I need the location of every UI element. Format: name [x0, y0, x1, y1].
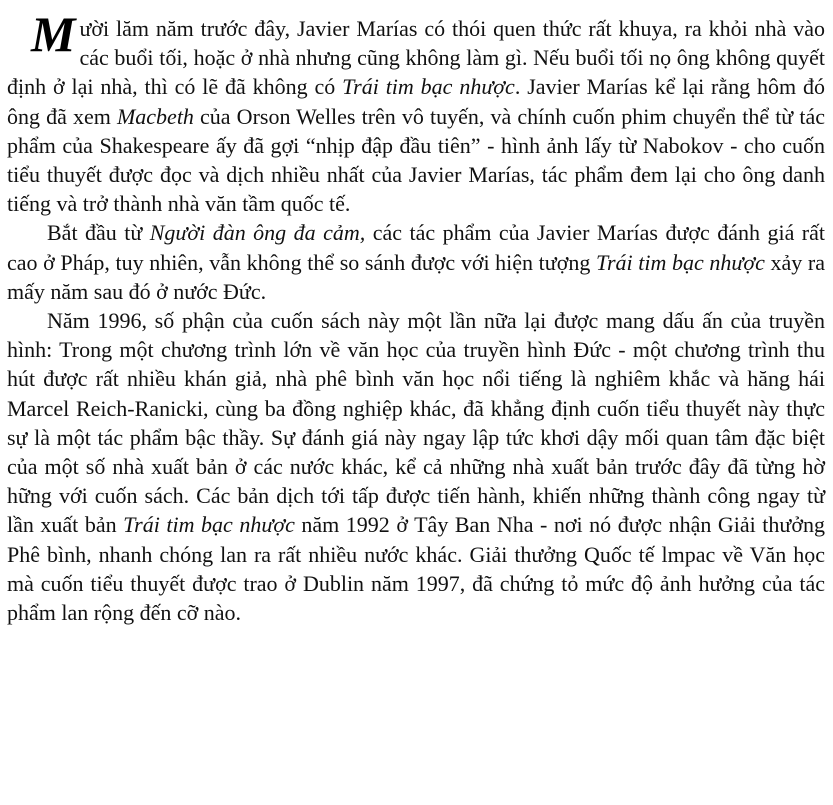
text-segment: . Javier Marías kể lại rằng hôm đó ông đã xem — [7, 74, 826, 129]
book-title-italic: Trái tim bạc nhược — [123, 512, 295, 538]
text-segment: của Orson Welles trên vô tuyến, và chính cuốn phim chuyển thể từ tác phẩm của Shakespeare ấy đã gợi “nhịp đập đầu tiên” - hình ảnh lấy từ Nabokov - cho cuốn tiểu thuyết được đọc và dịch nhiều nhất của Javier Marías, tác phẩm đem lại cho ông danh tiếng và trở thành nhà văn tầm quốc tế. — [7, 103, 825, 217]
paragraph-1 — [7, 6, 826, 218]
paragraph-3 — [7, 306, 825, 627]
book-title-italic: Trái tim bạc nhược — [595, 249, 765, 275]
book-title-italic: Trái tim bạc nhược — [342, 74, 515, 100]
text-segment: ười lăm năm trước đây, Javier Marías có thói quen thức rất khuya, ra khỏi nhà vào các buổi tối, hoặc ở nhà nhưng cũng không làm gì. Nếu buổi tối nọ ông không quyết định ở lại nhà, thì có lẽ đã không có — [7, 16, 825, 100]
text-segment: các tác phẩm của Javier Marías được đánh giá rất cao ở Pháp, tuy nhiên, vẫn không thể so sánh được với hiện tượng — [7, 220, 825, 275]
film-title-italic: Macbeth — [116, 103, 194, 129]
text-segment: xảy ra mấy năm sau đó ở nước Đức. — [7, 249, 826, 304]
drop-cap: M — [31, 6, 76, 62]
book-title-italic: Người đàn ông đa cảm, — [149, 220, 366, 246]
text-segment: Năm 1996, số phận của cuốn sách này một lần nữa lại được mang dấu ấn của truyền hình: Trong một chương trình lớn về văn học của truyền hình Đức - một chương trình thu hút được rất nhiều khán giả, nhà phê bình văn học nổi tiếng là nghiêm khắc và hăng hái Marcel Reich-Ranicki, cùng ba đồng nghiệp khác, đã khẳng định cuốn tiểu thuyết này thực sự là một tác phẩm bậc thầy. Sự đánh giá này ngay lập tức khơi dậy mối quan tâm đặc biệt của một số nhà xuất bản ở các nước khác, kể cả những nhà xuất bản trước đây đã từng hờ hững với cuốn sách. Các bản dịch tới tấp được tiến hành, khiến những thành công ngay từ lần xuất bản — [7, 308, 825, 538]
paragraph-2 — [7, 218, 825, 306]
text-segment: năm 1992 ở Tây Ban Nha - nơi nó được nhận Giải thưởng Phê bình, nhanh chóng lan ra rất nhiều nước khác. Giải thưởng Quốc tế lmpac về Văn học mà cuốn tiểu thuyết được trao ở Dublin năm 1997, đã chứng tỏ mức độ ảnh hưởng của tác phẩm lan rộng đến cỡ nào. — [7, 512, 825, 626]
text-segment: Bắt đầu từ — [47, 220, 150, 246]
